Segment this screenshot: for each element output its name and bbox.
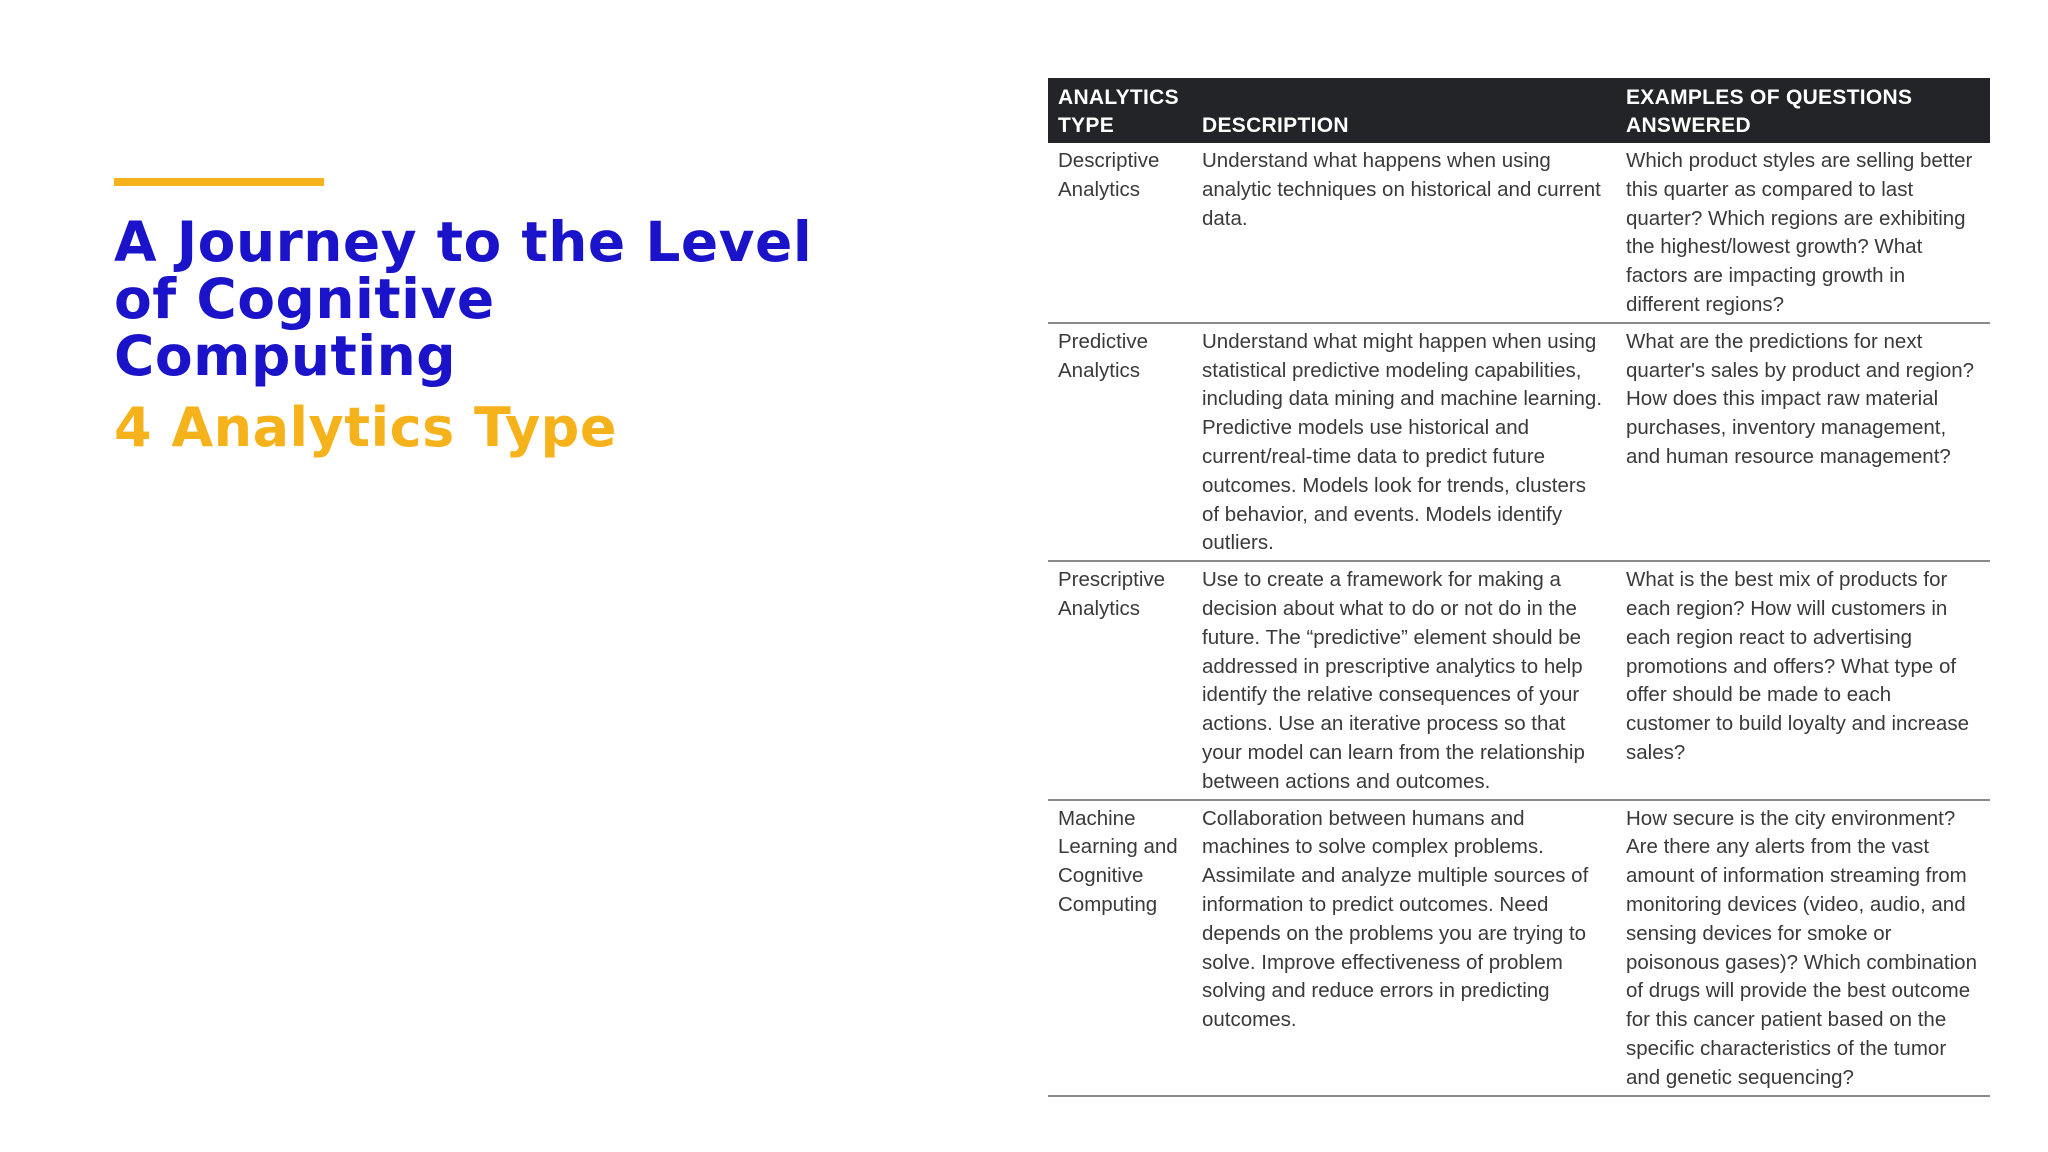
cell-analytics-type: Descriptive Analytics [1048, 143, 1192, 323]
slide-title: A Journey to the Level of Cognitive Computing [114, 210, 813, 388]
cell-examples: What are the predictions for next quarter's sales by product and region? How does this impact raw material purchases, inventory management, and human resource management? [1616, 323, 1990, 561]
cell-examples: What is the best mix of products for each region? How will customers in each region react to advertising promotions and offers? What type of offer should be made to each customer to build loyalty and increase sales? [1616, 561, 1990, 799]
header-analytics-type: ANALYTICS TYPE [1048, 78, 1192, 143]
table-row [1048, 800, 1990, 1096]
cell-description: Understand what might happen when using statistical predictive modeling capabilities, including data mining and machine learning. Predictive models use historical and current/real-time data to predict future outcomes. Models look for trends, clusters of behavior, and events. Models identify outliers. [1192, 323, 1616, 561]
cell-description: Use to create a framework for making a decision about what to do or not do in the future. The “predictive” element should be addressed in prescriptive analytics to help identify the relative consequences of your actions. Use an iterative process so that your model can learn from the relationship between actions and outcomes. [1192, 561, 1616, 799]
accent-line [114, 178, 324, 186]
cell-examples: Which product styles are selling better this quarter as compared to last quarter? Which regions are exhibiting the highest/lowest growth? What factors are impacting growth in different regions? [1616, 143, 1990, 323]
slide-subtitle: 4 Analytics Type [114, 396, 617, 459]
cell-analytics-type: Prescriptive Analytics [1048, 561, 1192, 799]
table-row [1048, 323, 1990, 561]
table-row [1048, 143, 1990, 323]
cell-analytics-type: Predictive Analytics [1048, 323, 1192, 561]
cell-description: Understand what happens when using analytic techniques on historical and current data. [1192, 143, 1616, 323]
table-header-row [1048, 78, 1990, 143]
cell-description: Collaboration between humans and machines to solve complex problems. Assimilate and analyze multiple sources of information to predict outcomes. Need depends on the problems you are trying to solve. Improve effectiveness of problem solving and reduce errors in predicting outcomes. [1192, 800, 1616, 1096]
cell-analytics-type: Machine Learning and Cognitive Computing [1048, 800, 1192, 1096]
analytics-table-container [1048, 78, 1990, 1097]
analytics-table [1048, 78, 1990, 1097]
table-row [1048, 561, 1990, 799]
header-examples: EXAMPLES OF QUESTIONS ANSWERED [1616, 78, 1990, 143]
header-description: DESCRIPTION [1192, 78, 1616, 143]
cell-examples: How secure is the city environment? Are there any alerts from the vast amount of information streaming from monitoring devices (video, audio, and sensing devices for smoke or poisonous gases)? Which combination of drugs will provide the best outcome for this cancer patient based on the specific characteristics of the tumor and genetic sequencing? [1616, 800, 1990, 1096]
